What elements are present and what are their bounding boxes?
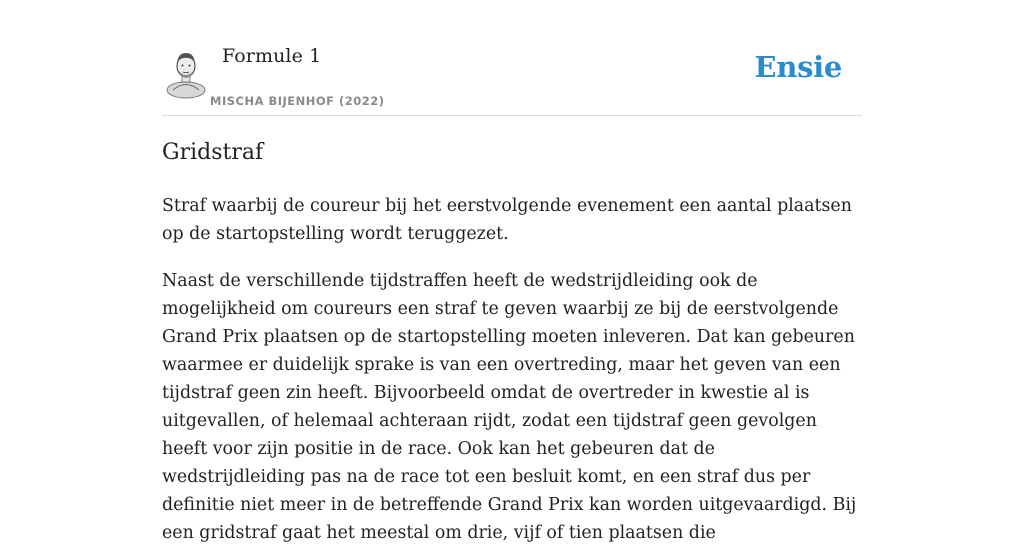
entry-header (162, 0, 862, 116)
brand-logo[interactable]: Ensie (754, 50, 842, 84)
entry-card (162, 0, 862, 543)
author-avatar-icon (164, 46, 208, 94)
book-title[interactable]: Formule 1 (222, 45, 322, 67)
entry-definition: Straf waarbij de coureur bij het eerstvolgende evenement een aantal plaatsen op de startopstelling wordt teruggezet. (162, 196, 852, 244)
entry-body: Naast de verschillende tijdstraffen heeft de wedstrijdleiding ook de mogelijkheid om coureurs een straf te geven waarbij ze bij de eerstvolgende Grand Prix plaatsen op de startopstelling moeten inleveren. Dat kan gebeuren waarmee er duidelijk sprake is van een overtreding, maar het geven van een tijdstraf geen zin heeft. Bijvoorbeeld omdat de overtreder in kwestie al is uitgevallen, of helemaal achteraan rijdt, zodat een tijdstraf geen gevolgen heeft voor zijn positie in de race. Ook kan het gebeuren dat de wedstrijdleiding pas na de race tot een besluit komt, en een straf dus per definitie niet meer in de betreffende Grand Prix kan worden uitgevaardigd. Bij een gridstraf gaat het meestal om drie, vijf of tien plaatsen die (162, 271, 857, 543)
entry-term: Gridstraf (162, 140, 264, 165)
author-byline[interactable]: MISCHA BIJENHOF (2022) (210, 94, 385, 108)
